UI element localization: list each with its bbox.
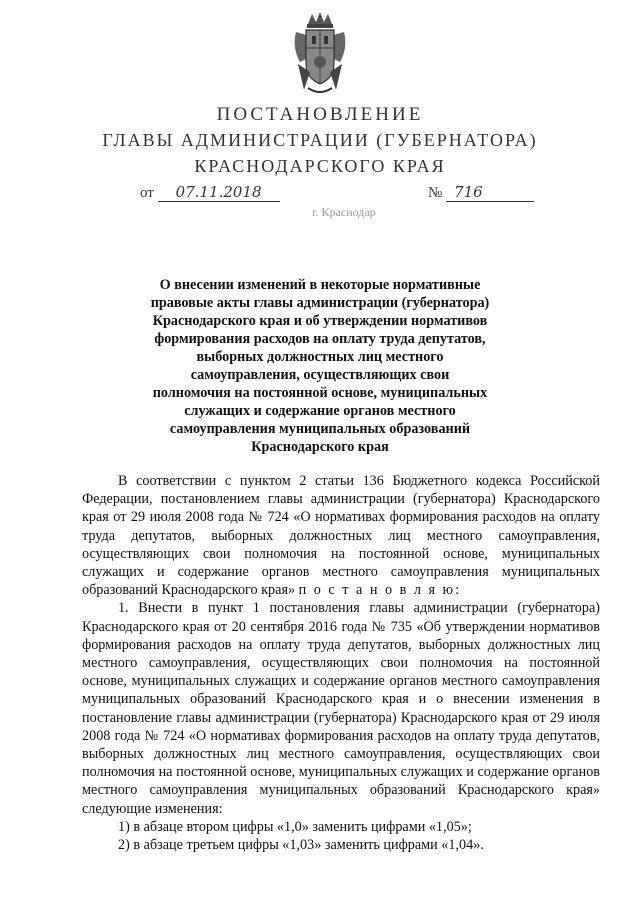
date-prefix: от (140, 185, 154, 201)
number-row (428, 183, 534, 202)
sub-item-2: 2) в абзаце третьем цифры «1,03» заменить цифрами «1,04». (118, 837, 484, 854)
document-date: 07.11.2018 (158, 183, 280, 202)
region-heading: КРАСНОДАРСКОГО КРАЯ (194, 156, 446, 176)
item-1-paragraph: 1. Внести в пункт 1 постановления главы администрации (губернатора) Краснодарского края от 20 сентября 2016 года № 735 «Об утверждении нормативов формирования расходов на оплату труда депутатов, выборных должностных лиц местного самоуправления, осуществляющих свои полномочия на постоянной основе, муниципальных служащих и содержание органов местного самоуправления муниципальных образований Краснодарского края и о внесении изменения в постановление главы администрации (губернатора) Краснодарского края от 29 июля 2008 года № 724 «О нормативах формирования расходов на оплату труда депутатов, выборных должностных лиц местного самоуправления, осуществляющих свои полномочия на постоянной основе, муниципальных служащих и содержание органов местного самоуправления муниципальных образований Краснодарского края» следующие изменения: (82, 600, 600, 817)
date-row (140, 183, 280, 202)
document-type-heading: ПОСТАНОВЛЕНИЕ (216, 104, 424, 125)
decree-word: п о с т а н о в л я ю: (298, 582, 462, 599)
document-title: О внесении изменений в некоторые нормативные правовые акты главы администрации (губернатора) Краснодарского края и об утверждении нормативов формирования расходов на оплату труда депутатов, выборных должностных лиц местного самоуправления, осуществляющих свои полномочия на постоянной основе, муниципальных служащих и содержание органов местного самоуправления муниципальных образований Краснодарского края (150, 277, 490, 455)
document-body (82, 472, 600, 854)
preamble-paragraph (82, 472, 600, 599)
city-label: г. Краснодар (312, 205, 376, 219)
coat-of-arms-icon (290, 12, 350, 98)
sub-item-1: 1) в абзаце втором цифры «1,0» заменить цифрами «1,05»; (118, 818, 472, 835)
issuer-heading: ГЛАВЫ АДМИНИСТРАЦИИ (ГУБЕРНАТОРА) (102, 130, 538, 150)
number-prefix: № (428, 185, 443, 201)
preamble-text: В соответствии с пунктом 2 статьи 136 Бюджетного кодекса Российской Федерации, постановлением главы администрации (губернатора) Краснодарского края от 29 июля 2008 года № 724 «О нормативах формирования расходов на оплату труда депутатов, выборных должностных лиц местного самоуправления, осуществляющих свои полномочия на постоянной основе, муниципальных служащих и содержание органов местного самоуправления муниципальных образований Краснодарского края» (82, 473, 600, 599)
document-number: 716 (446, 183, 534, 202)
